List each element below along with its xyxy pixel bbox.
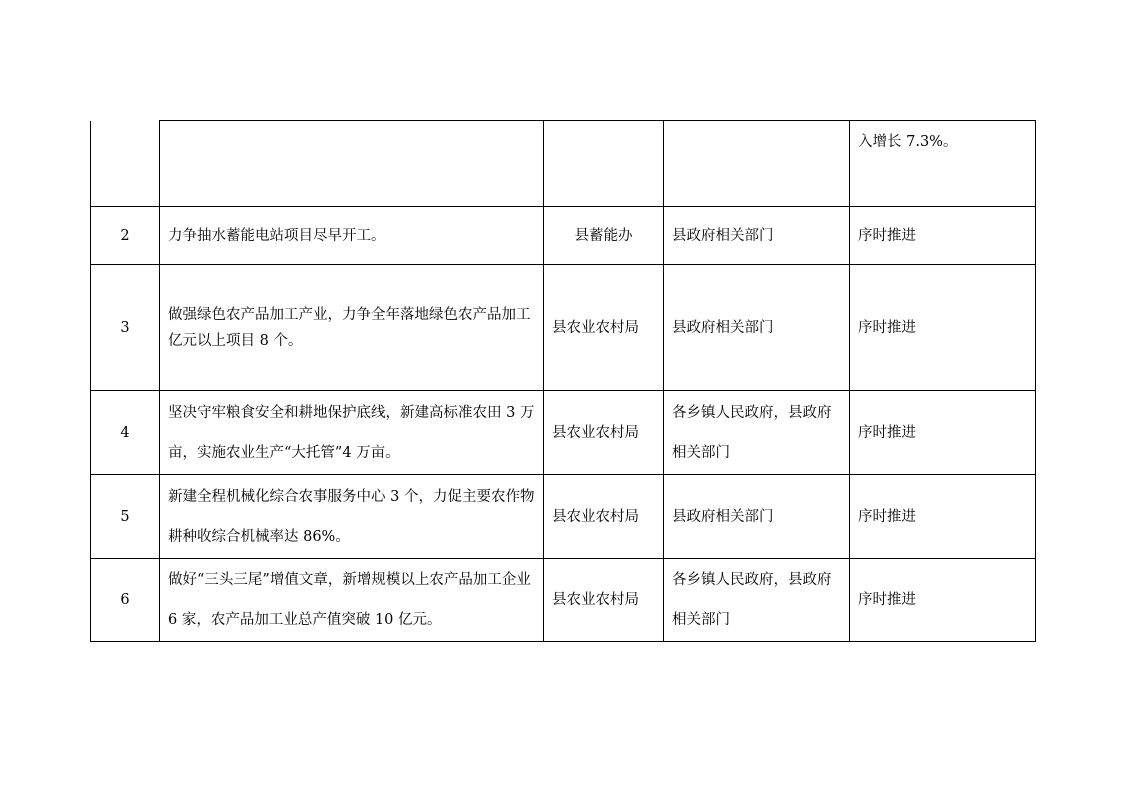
row-number-cell: 4	[91, 391, 160, 475]
cooperating-unit-cell: 各乡镇人民政府，县政府相关部门	[664, 559, 850, 642]
row-number-cell: 5	[91, 475, 160, 559]
row-number-cell	[91, 121, 160, 207]
lead-unit-cell: 县农业农村局	[544, 265, 664, 391]
table-row-continuation	[91, 121, 1036, 207]
cooperating-unit-cell: 县政府相关部门	[664, 207, 850, 265]
time-limit-cell: 序时推进	[850, 265, 1036, 391]
task-table	[90, 120, 1036, 642]
table-row	[91, 207, 1036, 265]
table-row	[91, 475, 1036, 559]
cooperating-unit-cell: 各乡镇人民政府，县政府相关部门	[664, 391, 850, 475]
lead-unit-cell: 县农业农村局	[544, 475, 664, 559]
time-limit-cell	[850, 121, 1036, 207]
time-limit-cell: 序时推进	[850, 559, 1036, 642]
lead-unit-cell	[544, 121, 664, 207]
row-number-cell: 6	[91, 559, 160, 642]
cooperating-unit-cell: 县政府相关部门	[664, 475, 850, 559]
row-number-cell: 3	[91, 265, 160, 391]
task-cell: 力争抽水蓄能电站项目尽早开工。	[160, 207, 544, 265]
time-limit-text: 入增长 7.3%。	[858, 134, 958, 150]
time-limit-cell: 序时推进	[850, 475, 1036, 559]
cooperating-unit-cell: 县政府相关部门	[664, 265, 850, 391]
table-row	[91, 391, 1036, 475]
table-row	[91, 559, 1036, 642]
time-limit-cell: 序时推进	[850, 391, 1036, 475]
task-cell	[160, 121, 544, 207]
task-cell: 做强绿色农产品加工产业，力争全年落地绿色农产品加工亿元以上项目 8 个。	[160, 265, 544, 391]
time-limit-cell: 序时推进	[850, 207, 1036, 265]
task-cell: 做好“三头三尾”增值文章，新增规模以上农产品加工企业 6 家，农产品加工业总产值突破 10 亿元。	[160, 559, 544, 642]
task-cell: 坚决守牢粮食安全和耕地保护底线，新建高标准农田 3 万亩，实施农业生产“大托管”4 万亩。	[160, 391, 544, 475]
cooperating-unit-cell	[664, 121, 850, 207]
task-cell: 新建全程机械化综合农事服务中心 3 个，力促主要农作物耕种收综合机械率达 86%。	[160, 475, 544, 559]
lead-unit-cell: 县农业农村局	[544, 391, 664, 475]
table-row	[91, 265, 1036, 391]
lead-unit-cell: 县蓄能办	[544, 207, 664, 265]
lead-unit-cell: 县农业农村局	[544, 559, 664, 642]
row-number-cell: 2	[91, 207, 160, 265]
